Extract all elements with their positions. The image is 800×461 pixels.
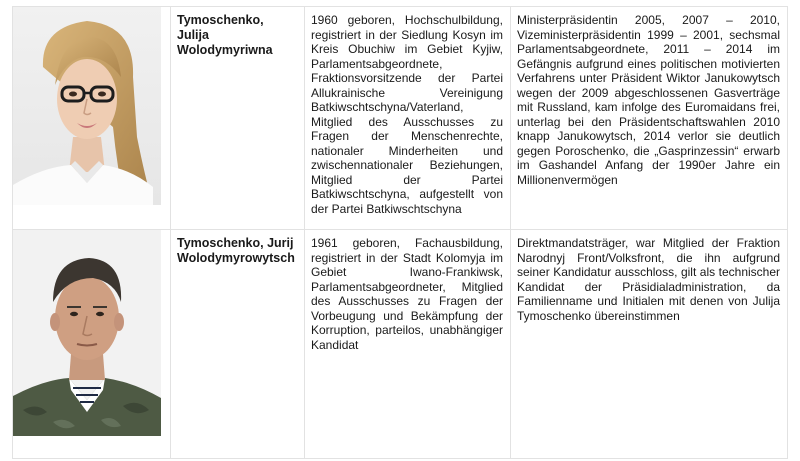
candidate-name: Tymoschenko, Jurij Wolodymyrowytsch (177, 236, 295, 266)
table-row (13, 230, 788, 459)
portrait-man-image (13, 230, 161, 436)
bio-cell (305, 7, 511, 230)
name-cell (171, 7, 305, 230)
candidates-table (12, 6, 788, 459)
photo-cell (13, 230, 171, 459)
candidate-info: Ministerpräsidentin 2005, 2007 – 2010, Vizeministerpräsidentin 1999 – 2001, sechsmal Parlamentsabgeordnete, 2011 – 2014 im Gefängnis aufgrund eines politischen motivierten Verfahrens unter Präsident Wiktor Janukowytsch wegen der 2009 abgeschlossenen Gasverträge mit Russland, kam infolge des Euromaidans frei, unterlag bei den Präsidentschaftswahlen 2010 knapp Janukowytsch, 2014 verlor sie deutlich gegen Poroschenko, die „Gasprinzessin“ erwarb im Gashandel Anfang der 1990er Jahre ein Millionenvermögen (517, 13, 780, 187)
portrait-woman-image (13, 7, 161, 205)
candidate-bio: 1960 geboren, Hochschulbildung, registriert in der Siedlung Kosyn im Kreis Obuchiw im Gebiet Kyjiw, Parlamentsabgeordnete, Fraktionsvorsitzende der Partei Allukrainische Vereinigung Batkiwschtschyna/Vaterland, Mitglied des Ausschusses zu Fragen der Menschenrechte, nationaler Minderheiten und zwischennationaler Beziehungen, Mitglied der Partei Batkiwschtschyna, aufgestellt von der Partei Batkiwschtschyna (311, 13, 503, 216)
table-row (13, 7, 788, 230)
bio-cell (305, 230, 511, 459)
candidate-bio: 1961 geboren, Fachausbildung, registriert in der Stadt Kolomyja im Gebiet Iwano-Frankiwsk, Parlamentsabgeordneter, Mitglied des Ausschusses zu Fragen der Vorbeugung und Bekämpfung der Korruption, parteilos, unabhängiger Kandidat (311, 236, 503, 352)
candidate-info: Direktmandatsträger, war Mitglied der Fraktion Narodnyj Front/Volksfront, die ihn aufgrund seiner Kandidatur ausschloss, gilt als technischer Kandidat der Präsidialadministration, da Familienname und Initialen mit denen von Julija Tymoschenko übereinstimmen (517, 236, 780, 323)
info-cell (511, 230, 788, 459)
info-cell (511, 7, 788, 230)
portrait-photo-man (13, 230, 161, 436)
portrait-photo-woman (13, 7, 161, 205)
name-cell (171, 230, 305, 459)
candidate-name: Tymoschenko, Julija Wolodymyriwna (177, 13, 273, 57)
photo-cell (13, 7, 171, 230)
